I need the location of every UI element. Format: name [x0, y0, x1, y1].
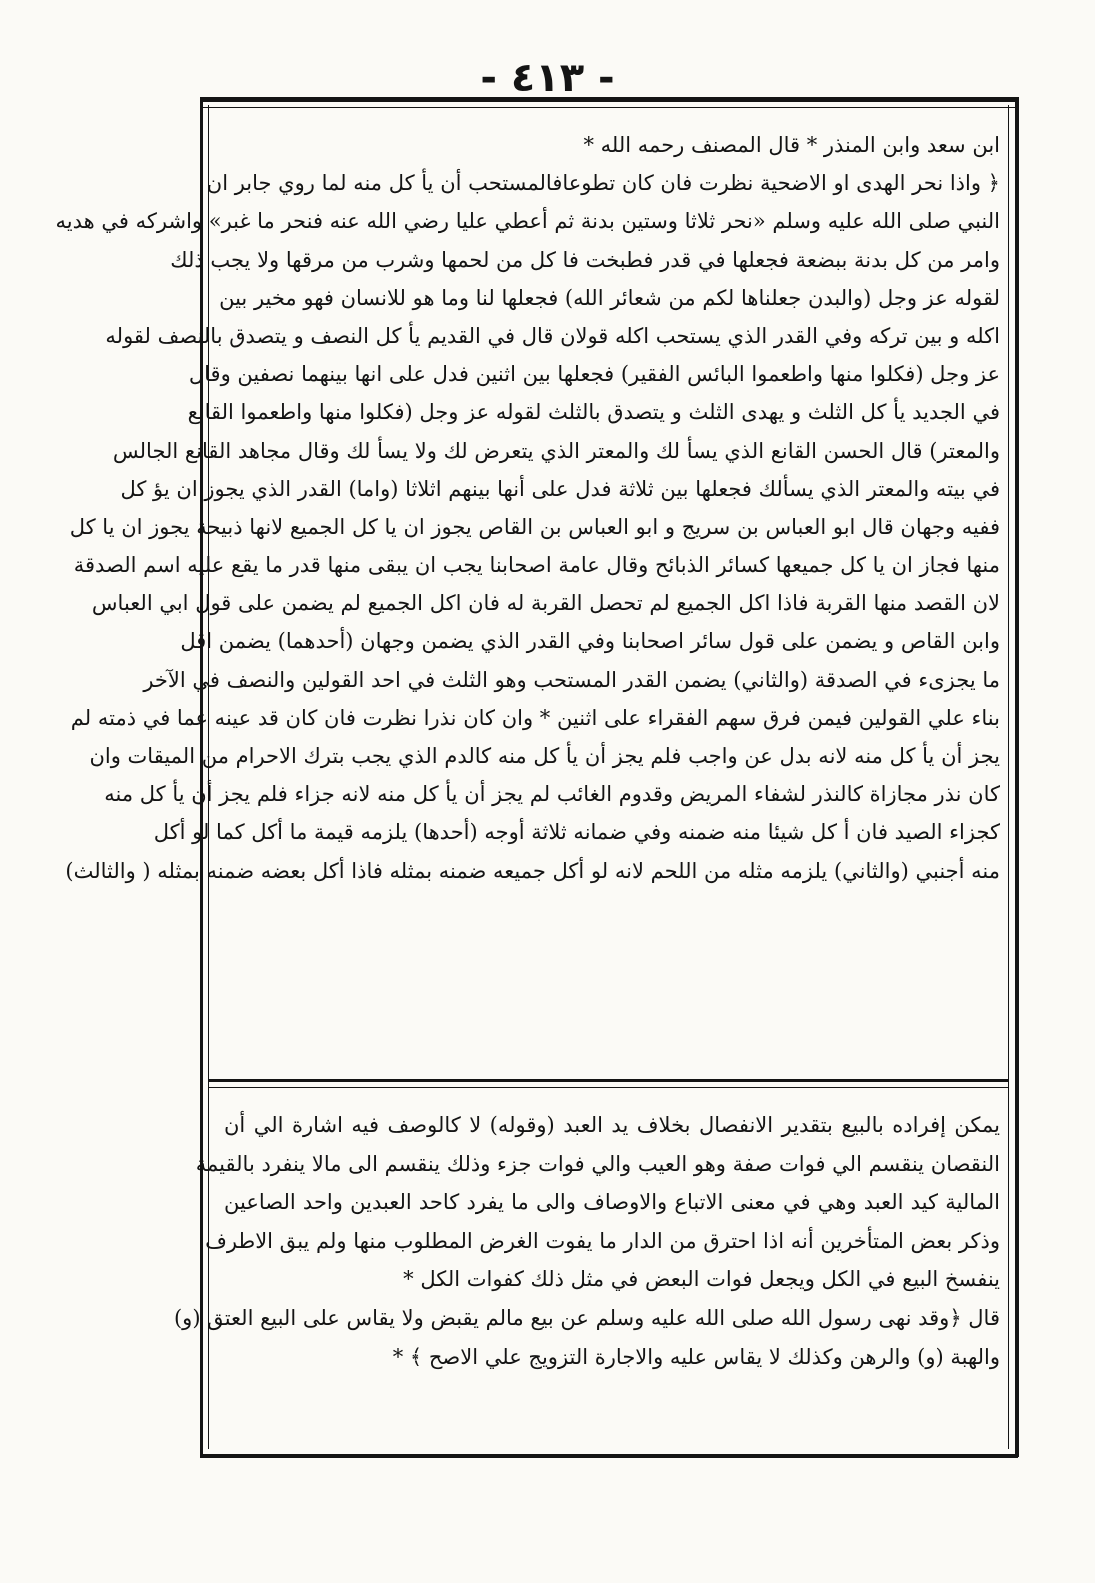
text-line: يجز أن يأ كل منه لانه بدل عن واجب فلم يجز أن يأ كل منه كالدم الذي يجب بترك الاحرام من الميقات وان: [89, 744, 1000, 768]
text-line: لقوله عز وجل (والبدن جعلناها لكم من شعائر الله) فجعلها لنا وما هو للانسان فهو مخير بين: [219, 285, 1000, 310]
text-line: النبي صلى الله عليه وسلم «نحر ثلاثا وستين بدنة ثم أعطي عليا رضي الله عنه فنحر ما غبر» واشركه في هديه: [55, 209, 1000, 234]
text-line: اكله و بين تركه وفي القدر الذي يستحب اكله قولان قال في القديم يأ كل النصف و يتصدق بالنصف لقوله: [105, 323, 1000, 348]
section-divider: [209, 1079, 1009, 1082]
text-line: ما يجزىء في الصدقة (والثاني) يضمن القدر المستحب وهو الثلث في احد القولين والنصف في الآخر: [143, 667, 1000, 692]
text-line: وذكر بعض المتأخرين أنه اذا احترق من الدار ما يفوت الغرض المطلوب منها ولم يبق الاطرف: [205, 1228, 1000, 1253]
main-text: [55, 126, 1000, 890]
frame-rule-right: [1015, 97, 1019, 1457]
page-number: - ٤١٣ -: [480, 55, 615, 101]
text-line: لان القصد منها القربة فاذا اكل الجميع لم تحصل القربة له فان اكل الجميع لم يضمن على قول ابي العباس: [91, 591, 1000, 616]
text-line: ابن سعد وابن المنذر * قال المصنف رحمه الله *: [583, 133, 1000, 157]
text-line: وابن القاص و يضمن على قول سائر اصحابنا وفي القدر الذي يضمن وجهان (أحدهما) يضمن اقل: [180, 629, 1000, 654]
text-line: ﴿ واذا نحر الهدى او الاضحية نظرت فان كان تطوعافالمستحب أن يأ كل منه لما روي جابر ان: [206, 171, 1000, 196]
text-line: والهبة (و) والرهن وكذلك لا يقاس عليه والاجارة التزويج علي الاصح ﴾ *: [392, 1344, 1000, 1369]
text-line: ففيه وجهان قال ابو العباس بن سريج و ابو العباس بن القاص يجوز ان يا كل الجميع لانها ذبيحة يجوز ان يا كل: [69, 514, 1000, 539]
text-line: يمكن إفراده بالبيع بتقدير الانفصال بخلاف يد العبد (وقوله) لا كالوصف فيه اشارة الي أن: [224, 1113, 1000, 1137]
text-line: كان نذر مجازاة كالنذر لشفاء المريض وقدوم الغائب لم يجز أن يأ كل منه لانه جزاء فلم يجز أن يأ كل منه: [104, 782, 1000, 807]
text-line: قال ﴿وقد نهى رسول الله صلى الله عليه وسلم عن بيع مالم يقبض ولا يقاس على البيع العتق (و): [173, 1305, 1000, 1330]
text-line: في الجديد يأ كل الثلث و يهدى الثلث و يتصدق بالثلث لقوله عز وجل (فكلوا منها واطعموا القانع: [187, 400, 1000, 425]
text-line: كجزاء الصيد فان أ كل شيئا منه ضمنه وفي ضمانه ثلاثة أوجه (أحدها) يلزمه قيمة ما أكل كما لو أكل: [153, 820, 1000, 845]
text-line: وامر من كل بدنة ببضعة فجعلها في قدر فطبخت فا كل من لحمها وشرب من مرقها ولا يجب ذلك: [170, 247, 1000, 272]
text-line: في بيته والمعتر الذي يسألك فجعلها بين ثلاثة فدل على أنها بينهم اثلاثا (واما) القدر الذي يجوز ان يؤ كل: [120, 476, 1000, 501]
text-line: المالية كيد العبد وهي في معنى الاتباع والاوصاف والى ما يفرد كاحد العبدين واحد الصاعين: [224, 1190, 1000, 1215]
text-line: النقصان ينقسم الي فوات صفة وهو العيب والي فوات جزء وذلك ينقسم الى مالا ينفرد بالقيمة: [195, 1151, 1000, 1176]
text-line: منه أجنبي (والثاني) يلزمه مثله من اللحم لانه لو أكل جميعه ضمنه بمثله فاذا أكل بعضه ضمنه بمثله ( والثالث): [65, 858, 1000, 883]
section-divider-inner: [209, 1087, 1009, 1088]
commentary-text: [173, 1106, 1000, 1376]
text-line: بناء علي القولين فيمن فرق سهم الفقراء على اثنين * وان كان نذرا نظرت فان كان قد عينه عما في ذمته لم: [70, 705, 1000, 730]
text-line: ينفسخ البيع في الكل ويجعل فوات البعض في مثل ذلك كفوات الكل *: [403, 1267, 1000, 1292]
text-line: والمعتر) قال الحسن القانع الذي يسأ لك والمعتر الذي يتعرض لك ولا يسأ لك وقال مجاهد القانع الجالس: [112, 438, 1000, 463]
text-line: عز وجل (فكلوا منها واطعموا البائس الفقير) فجعلها بين اثنين فدل على انها بينهما نصفين وقال: [188, 362, 1000, 387]
text-line: منها فجاز ان يا كل جميعها كسائر الذبائح وقال عامة اصحابنا يجب ان يبقى منها قدر ما يقع عليه اسم الصدقة: [73, 553, 1000, 578]
frame-rule-right-inner: [1008, 105, 1009, 1449]
